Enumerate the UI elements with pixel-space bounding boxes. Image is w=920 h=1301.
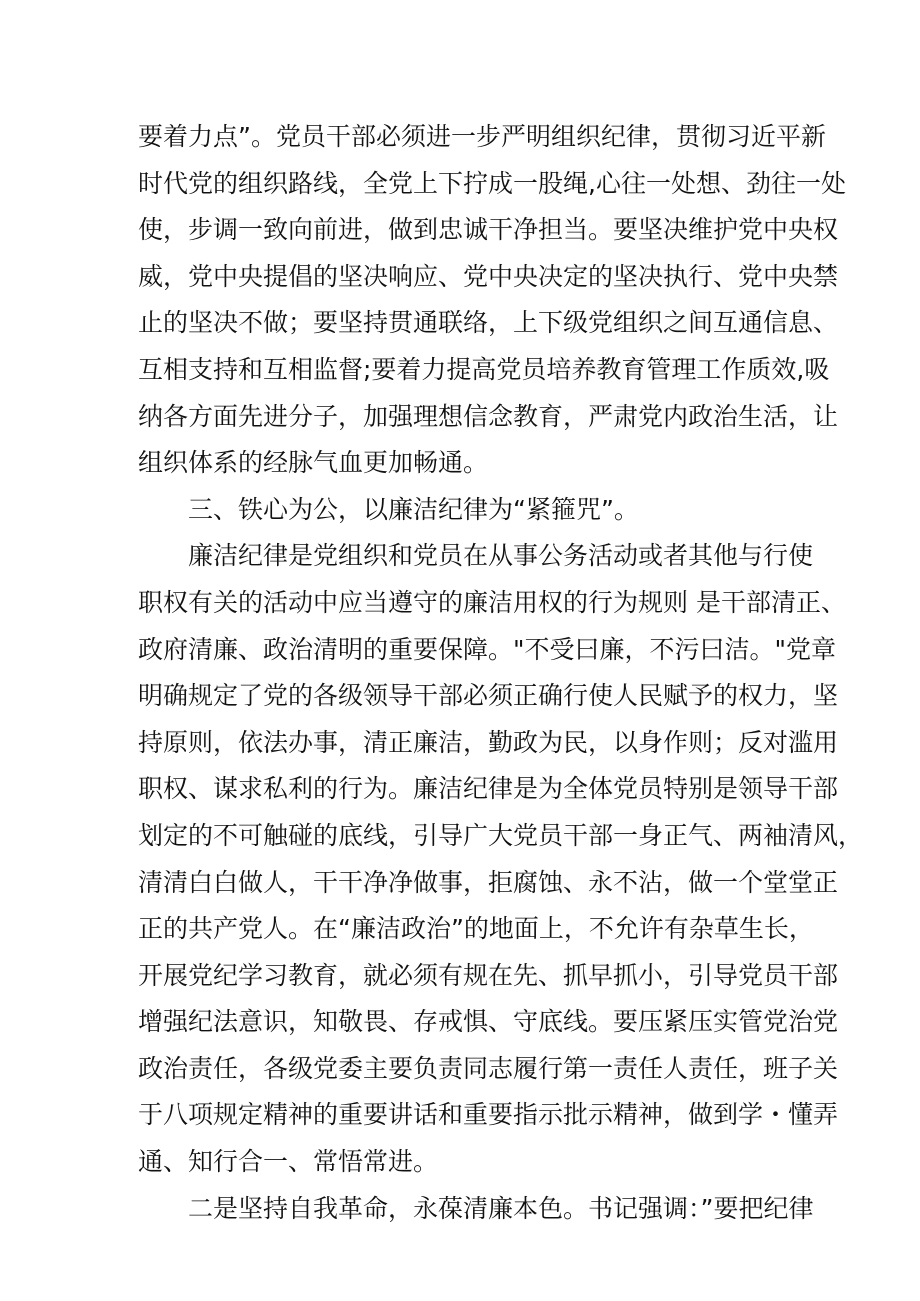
text-line: 时代党的组织路线，全党上下拧成一股绳,心往一处想、劲往一处 [138, 168, 846, 198]
text-line: 持原则，依法办事，清正廉洁，勤政为民，以身作则；反对滥用 [138, 727, 839, 757]
text-line: 组织体系的经脉气血更加畅通。 [138, 448, 489, 478]
text-line: 要着力点”。党员干部必须进一步严明组织纪律，贯彻习近平新 [138, 122, 826, 151]
text-line: 互相支持和互相监督;要着力提高党员培养教育管理工作质效,吸 [138, 354, 830, 384]
text-line: 政治责任，各级党委主要负责同志履行第一责任人责任，班子关 [138, 1053, 839, 1083]
text-line: 于八项规定精神的重要讲话和重要指示批示精神，做到学・懂弄 [138, 1100, 839, 1130]
text-line: 止的坚决不做；要坚持贯通联络，上下级党组织之间互通信息、 [138, 308, 839, 338]
text-line: 纳各方面先进分子，加强理想信念教育，严肃党内政治生活，让 [138, 401, 839, 431]
text-line: 威，党中央提倡的坚决响应、党中央决定的坚决执行、党中央禁 [138, 261, 839, 291]
text-line: 二是坚持自我革命，永葆清廉本色。书记强调：”要把纪律 [188, 1193, 814, 1223]
text-line: 职权、谋求私利的行为。廉洁纪律是为全体党员特别是领导干部 [138, 774, 839, 804]
text-line: 明确规定了党的各级领导干部必须正确行使人民赋予的权力，坚 [138, 681, 839, 711]
body-text [138, 114, 864, 1232]
text-line: 清清白白做人，干干净净做事，拒腐蚀、永不沾，做一个堂堂正 [138, 867, 839, 897]
text-line: 政府清廉、政治清明的重要保障。"不受曰廉，不污曰洁。"党章 [138, 634, 837, 664]
text-line: 三、铁心为公，以廉洁纪律为“紧箍咒”。 [188, 494, 639, 524]
text-line: 划定的不可触碰的底线，引导广大党员干部一身正气、两袖清风， [138, 820, 864, 850]
text-line: 增强纪法意识，知敬畏、存戒惧、守底线。要压紧压实管党治党 [138, 1007, 839, 1037]
text-line: 使，步调一致向前进，做到忠诚干净担当。要坚决维护党中央权 [138, 215, 839, 245]
text-line: 正的共产党人。在“廉洁政治”的地面上，不允许有杂草生长， [138, 914, 814, 944]
text-line: 开展党纪学习教育，就必须有规在先、抓早抓小，引导党员干部 [138, 960, 839, 990]
text-line: 职权有关的活动中应当遵守的廉洁用权的行为规则 是干部清正、 [138, 587, 846, 617]
text-line: 廉洁纪律是党组织和党员在从事公务活动或者其他与行使 [188, 541, 814, 571]
text-line: 通、知行合一、常悟常进。 [138, 1147, 439, 1177]
